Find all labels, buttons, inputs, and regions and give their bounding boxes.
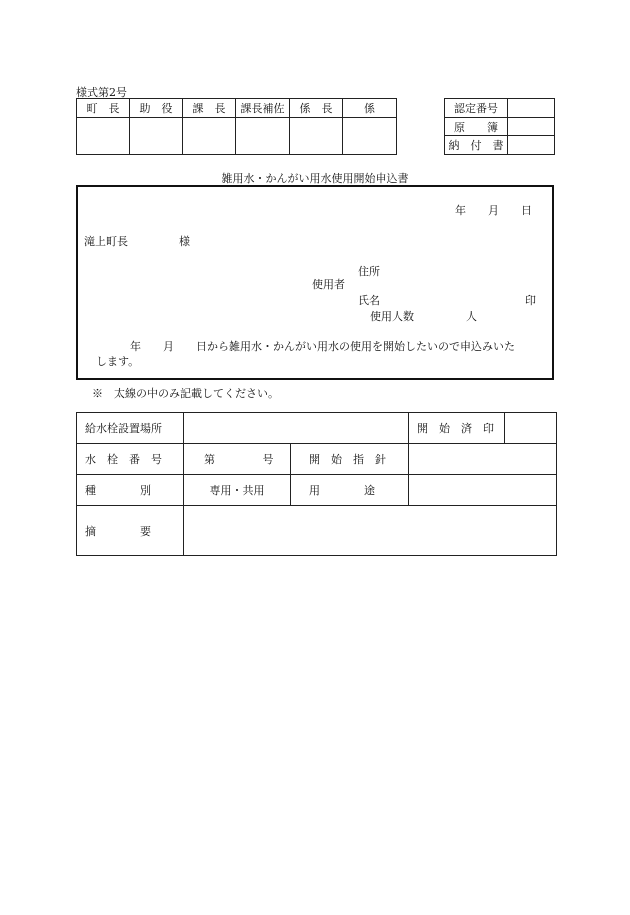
office-use-table (76, 412, 557, 556)
seal-mark: 印 (525, 294, 536, 307)
user-count-unit: 人 (466, 310, 477, 323)
purpose-label: 用 途 (291, 475, 409, 506)
addressee: 滝上町長 (84, 235, 128, 248)
start-meter-field[interactable] (409, 444, 557, 475)
address-label: 住所 (358, 265, 380, 278)
instruction-note: ※ 太線の中のみ記載してください。 (92, 387, 279, 400)
approval-header-assistant-chief: 課長補佐 (236, 99, 290, 118)
summary-label: 摘 要 (77, 506, 184, 556)
application-body-line1: 年 月 日から雑用水・かんがい用水の使用を開始したいので申込みいた (130, 340, 515, 353)
approval-header-mayor: 町 長 (77, 99, 130, 118)
application-date[interactable]: 年 月 日 (455, 204, 532, 217)
approval-table (76, 98, 397, 155)
tap-number-label: 水 栓 番 号 (77, 444, 184, 475)
registry-cert-number-label: 認定番号 (445, 99, 508, 118)
tap-number-suffix: 号 (262, 453, 274, 466)
registry-payment-field[interactable] (508, 136, 555, 155)
form-number: 様式第2号 (76, 86, 127, 99)
user-count-label: 使用人数 (370, 310, 414, 323)
location-field[interactable] (184, 413, 409, 444)
registry-payment-label: 納 付 書 (445, 136, 508, 155)
approval-seal-cell[interactable] (290, 118, 343, 155)
name-label: 氏名 (358, 294, 380, 307)
form-title: 雑用水・かんがい用水使用開始申込書 (221, 172, 409, 185)
approval-header-deputy: 助 役 (130, 99, 183, 118)
start-done-seal-label: 開 始 済 印 (409, 413, 505, 444)
application-body-line2: します。 (96, 355, 140, 368)
location-label: 給水栓設置場所 (77, 413, 184, 444)
purpose-field[interactable] (409, 475, 557, 506)
approval-seal-cell[interactable] (236, 118, 290, 155)
type-value[interactable]: 専用・共用 (184, 475, 291, 506)
approval-header-staff: 係 (343, 99, 397, 118)
type-label: 種 別 (77, 475, 184, 506)
registry-ledger-field[interactable] (508, 118, 555, 136)
user-label: 使用者 (312, 278, 345, 291)
approval-header-subsection-chief: 係 長 (290, 99, 343, 118)
registry-table (444, 98, 555, 155)
start-done-seal-field[interactable] (505, 413, 557, 444)
approval-seal-cell[interactable] (77, 118, 130, 155)
registry-ledger-label: 原 簿 (445, 118, 508, 136)
summary-field[interactable] (184, 506, 557, 556)
tap-number-prefix: 第 (204, 453, 215, 466)
approval-seal-cell[interactable] (130, 118, 183, 155)
registry-cert-number-field[interactable] (508, 99, 555, 118)
approval-seal-cell[interactable] (183, 118, 236, 155)
start-meter-label: 開 始 指 針 (291, 444, 409, 475)
approval-seal-cell[interactable] (343, 118, 397, 155)
addressee-honorific: 様 (179, 235, 190, 248)
approval-header-section-chief: 課 長 (183, 99, 236, 118)
tap-number-field[interactable] (184, 444, 291, 475)
